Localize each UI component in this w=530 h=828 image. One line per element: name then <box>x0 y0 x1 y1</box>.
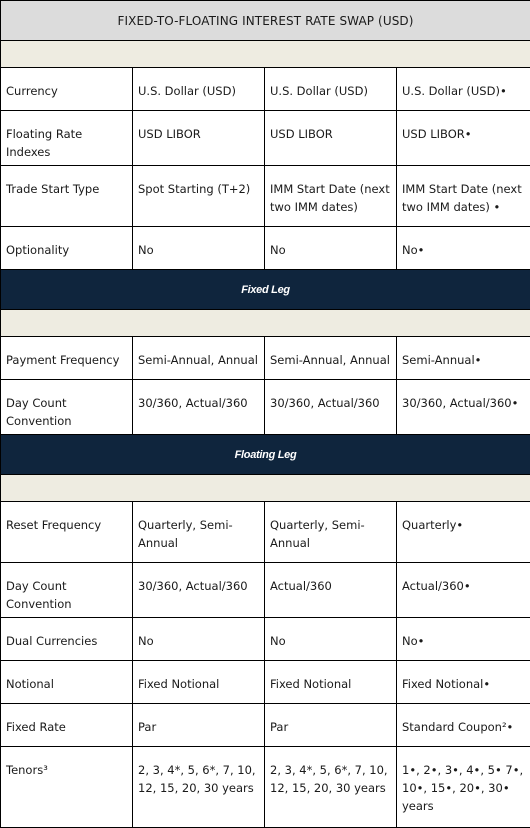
row-label-fixed-rate: Fixed Rate <box>1 704 133 747</box>
section-header-floating-leg: Floating Leg <box>1 435 530 475</box>
row-label-tenors: Tenors³ <box>1 747 133 828</box>
table-title: FIXED-TO-FLOATING INTEREST RATE SWAP (USD) <box>1 1 530 41</box>
blank-band <box>1 475 530 502</box>
row-label-optionality: Optionality <box>1 227 133 270</box>
table-cell: 30/360, Actual/360• <box>397 380 530 435</box>
table-cell: Standard Coupon²• <box>397 704 530 747</box>
table-cell: Fixed Notional <box>265 661 397 704</box>
table-cell: No <box>265 618 397 661</box>
blank-band <box>1 41 530 68</box>
row-label-payment-frequency: Payment Frequency <box>1 337 133 380</box>
row-label-currency: Currency <box>1 68 133 111</box>
table-cell: 30/360, Actual/360 <box>133 563 265 618</box>
table-cell: No• <box>397 227 530 270</box>
table-cell: Par <box>133 704 265 747</box>
row-label-day-count-convention: Day Count Convention <box>1 380 133 435</box>
table-cell: IMM Start Date (next two IMM dates) <box>265 166 397 227</box>
row-label-reset-frequency: Reset Frequency <box>1 502 133 563</box>
table-cell: No <box>133 227 265 270</box>
table-row <box>1 704 530 747</box>
table-row <box>1 166 530 227</box>
table-cell: Spot Starting (T+2) <box>133 166 265 227</box>
table-cell: Actual/360• <box>397 563 530 618</box>
table-row <box>1 227 530 270</box>
table-cell: 1•, 2•, 3•, 4•, 5• 7•, 10•, 15•, 20•, 30• years <box>397 747 530 828</box>
table-cell: No <box>133 618 265 661</box>
table-cell: Par <box>265 704 397 747</box>
table-cell: Fixed Notional <box>133 661 265 704</box>
table-row <box>1 337 530 380</box>
table-cell: Semi-Annual, Annual <box>265 337 397 380</box>
row-label-trade-start-type: Trade Start Type <box>1 166 133 227</box>
table-cell: No• <box>397 618 530 661</box>
row-label-day-count-convention: Day Count Convention <box>1 563 133 618</box>
table-cell: Semi-Annual• <box>397 337 530 380</box>
table-cell: IMM Start Date (next two IMM dates) • <box>397 166 530 227</box>
table-cell: Fixed Notional• <box>397 661 530 704</box>
table-cell: USD LIBOR• <box>397 111 530 166</box>
table-cell: 30/360, Actual/360 <box>265 380 397 435</box>
table-cell: Quarterly, Semi-Annual <box>133 502 265 563</box>
table-cell: 30/360, Actual/360 <box>133 380 265 435</box>
table-cell: Quarterly• <box>397 502 530 563</box>
table-cell: No <box>265 227 397 270</box>
section-header-fixed-leg: Fixed Leg <box>1 270 530 310</box>
table-row <box>1 661 530 704</box>
table-row <box>1 502 530 563</box>
table-row <box>1 111 530 166</box>
table-cell: 2, 3, 4*, 5, 6*, 7, 10, 12, 15, 20, 30 years <box>133 747 265 828</box>
table-cell: 2, 3, 4*, 5, 6*, 7, 10, 12, 15, 20, 30 years <box>265 747 397 828</box>
row-label-notional: Notional <box>1 661 133 704</box>
row-label-floating-rate-indexes: Floating Rate Indexes <box>1 111 133 166</box>
table-cell: Actual/360 <box>265 563 397 618</box>
table-row <box>1 563 530 618</box>
table-cell: U.S. Dollar (USD) <box>265 68 397 111</box>
table-cell: USD LIBOR <box>265 111 397 166</box>
table-row <box>1 68 530 111</box>
table-row <box>1 618 530 661</box>
row-label-dual-currencies: Dual Currencies <box>1 618 133 661</box>
blank-band <box>1 310 530 337</box>
table-cell: USD LIBOR <box>133 111 265 166</box>
table-cell: U.S. Dollar (USD)• <box>397 68 530 111</box>
table-row <box>1 747 530 828</box>
table-row <box>1 380 530 435</box>
table-cell: U.S. Dollar (USD) <box>133 68 265 111</box>
table-cell: Quarterly, Semi-Annual <box>265 502 397 563</box>
table-cell: Semi-Annual, Annual <box>133 337 265 380</box>
